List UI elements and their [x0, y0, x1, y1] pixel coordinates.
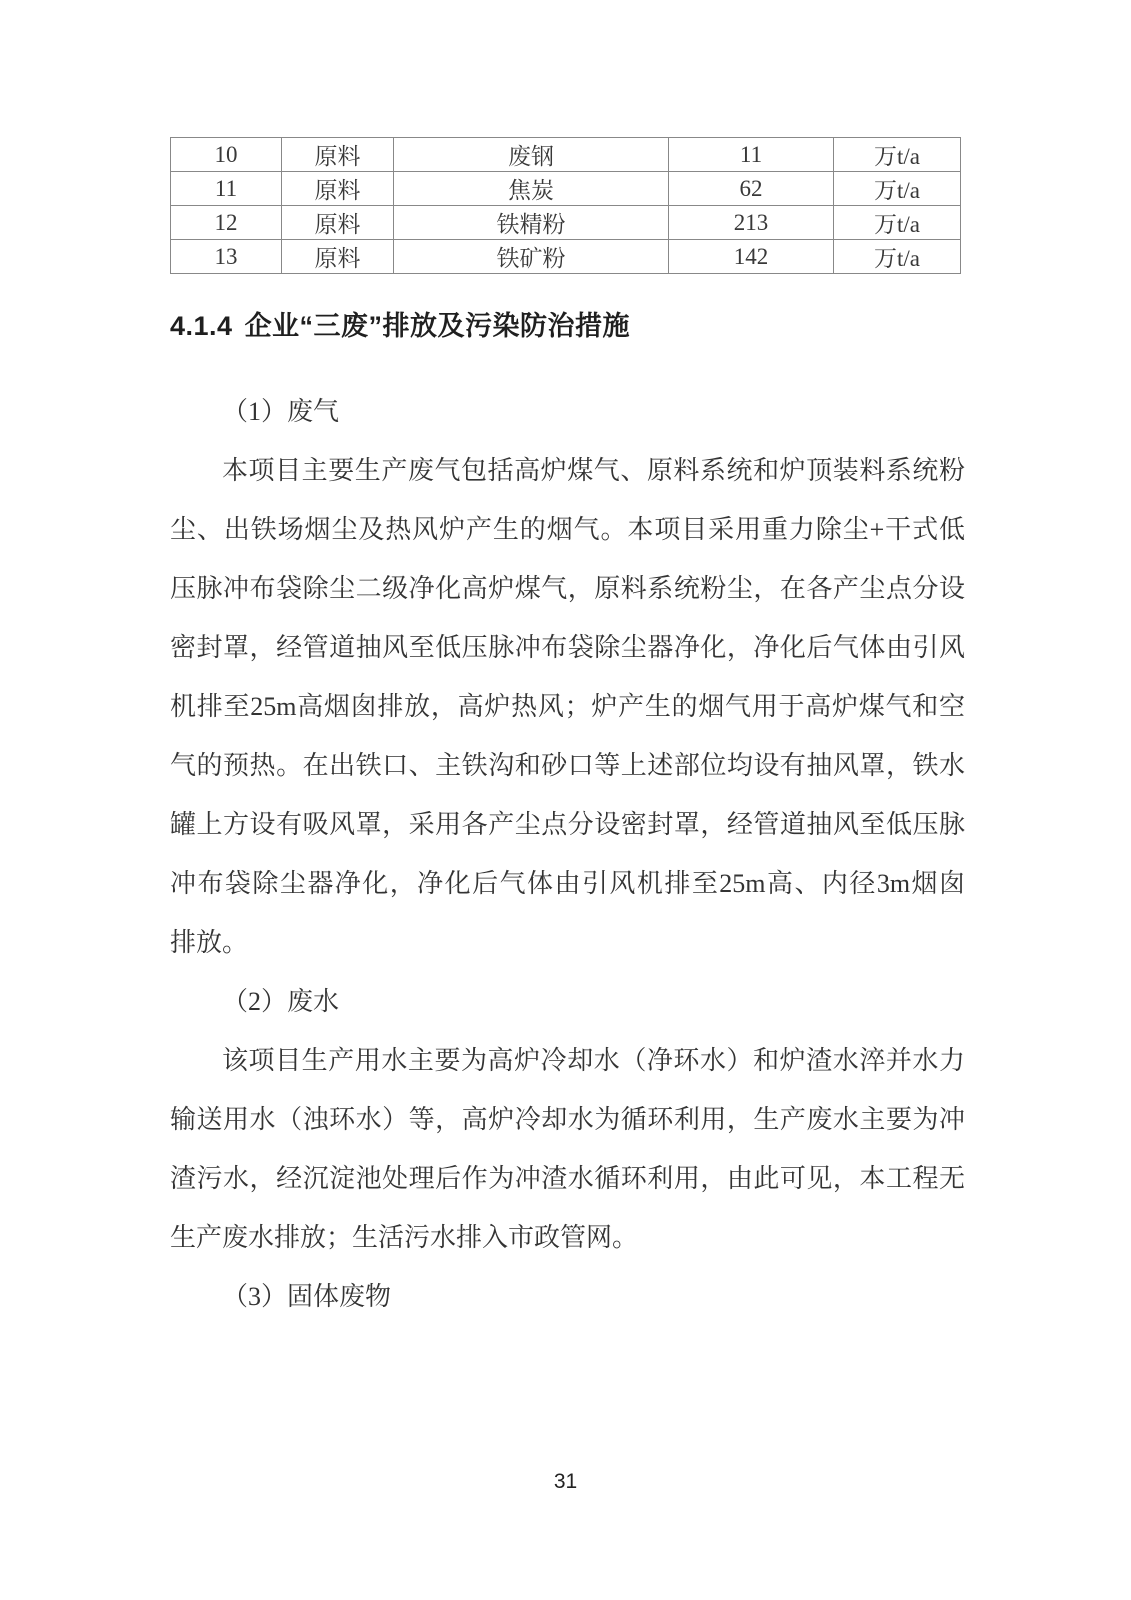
- page-number: 31: [553, 1470, 578, 1493]
- table-cell-category: 原料: [282, 240, 394, 274]
- table-cell-unit: 万t/a: [834, 172, 961, 206]
- body-sections: [170, 382, 965, 1326]
- text-line: 输送用水（浊环水）等，高炉冷却水为循环利用，生产废水主要为冲: [170, 1105, 965, 1134]
- table-cell-value: 213: [669, 206, 834, 240]
- table-cell-no: 13: [171, 240, 282, 274]
- table-cell-name: 铁精粉: [394, 206, 669, 240]
- page-content: [170, 0, 965, 1326]
- table-cell-value: 11: [669, 138, 834, 172]
- section-label: （3）固体废物: [222, 1282, 392, 1311]
- table-cell-unit: 万t/a: [834, 206, 961, 240]
- section-heading: [170, 305, 965, 347]
- table-cell-name: 焦炭: [394, 172, 669, 206]
- table-row: [171, 206, 961, 240]
- table-cell-no: 10: [171, 138, 282, 172]
- table-cell-category: 原料: [282, 138, 394, 172]
- section-heading-number: 4.1.4: [170, 311, 233, 341]
- table-cell-unit: 万t/a: [834, 138, 961, 172]
- text-line: 密封罩，经管道抽风至低压脉冲布袋除尘器净化，净化后气体由引风: [170, 633, 965, 662]
- text-line: 该项目生产用水主要为高炉冷却水（净环水）和炉渣水淬并水力: [222, 1046, 965, 1075]
- text-line: 气的预热。在出铁口、主铁沟和砂口等上述部位均设有抽风罩，铁水: [170, 751, 965, 780]
- section-label: （2）废水: [222, 987, 340, 1016]
- text-line: 尘、出铁场烟尘及热风炉产生的烟气。本项目采用重力除尘+干式低: [170, 515, 965, 544]
- paragraph: [170, 1031, 965, 1267]
- text-line: 机排至25m高烟囱排放，高炉热风；炉产生的烟气用于高炉煤气和空: [170, 692, 965, 721]
- table-row: [171, 240, 961, 274]
- table-cell-value: 142: [669, 240, 834, 274]
- table-cell-name: 废钢: [394, 138, 669, 172]
- materials-table-body: [171, 138, 961, 274]
- table-cell-no: 11: [171, 172, 282, 206]
- paragraph: [170, 441, 965, 972]
- table-cell-value: 62: [669, 172, 834, 206]
- table-cell-name: 铁矿粉: [394, 240, 669, 274]
- text-line: 压脉冲布袋除尘二级净化高炉煤气，原料系统粉尘，在各产尘点分设: [170, 574, 965, 603]
- section-label: （1）废气: [222, 397, 340, 426]
- text-line: 排放。: [170, 928, 249, 957]
- table-row: [171, 138, 961, 172]
- text-line: 罐上方设有吸风罩，采用各产尘点分设密封罩，经管道抽风至低压脉: [170, 810, 965, 839]
- table-cell-unit: 万t/a: [834, 240, 961, 274]
- table-cell-no: 12: [171, 206, 282, 240]
- text-line: 本项目主要生产废气包括高炉煤气、原料系统和炉顶装料系统粉: [222, 456, 965, 485]
- section-heading-title: 企业“三废”排放及污染防治措施: [244, 311, 631, 341]
- text-line: 生产废水排放；生活污水排入市政管网。: [170, 1223, 639, 1252]
- table-cell-category: 原料: [282, 206, 394, 240]
- text-line: 冲布袋除尘器净化，净化后气体由引风机排至25m高、内径3m烟囱: [170, 869, 965, 898]
- materials-table: [170, 137, 961, 274]
- text-line: 渣污水，经沉淀池处理后作为冲渣水循环利用，由此可见，本工程无: [170, 1164, 965, 1193]
- table-cell-category: 原料: [282, 172, 394, 206]
- table-row: [171, 172, 961, 206]
